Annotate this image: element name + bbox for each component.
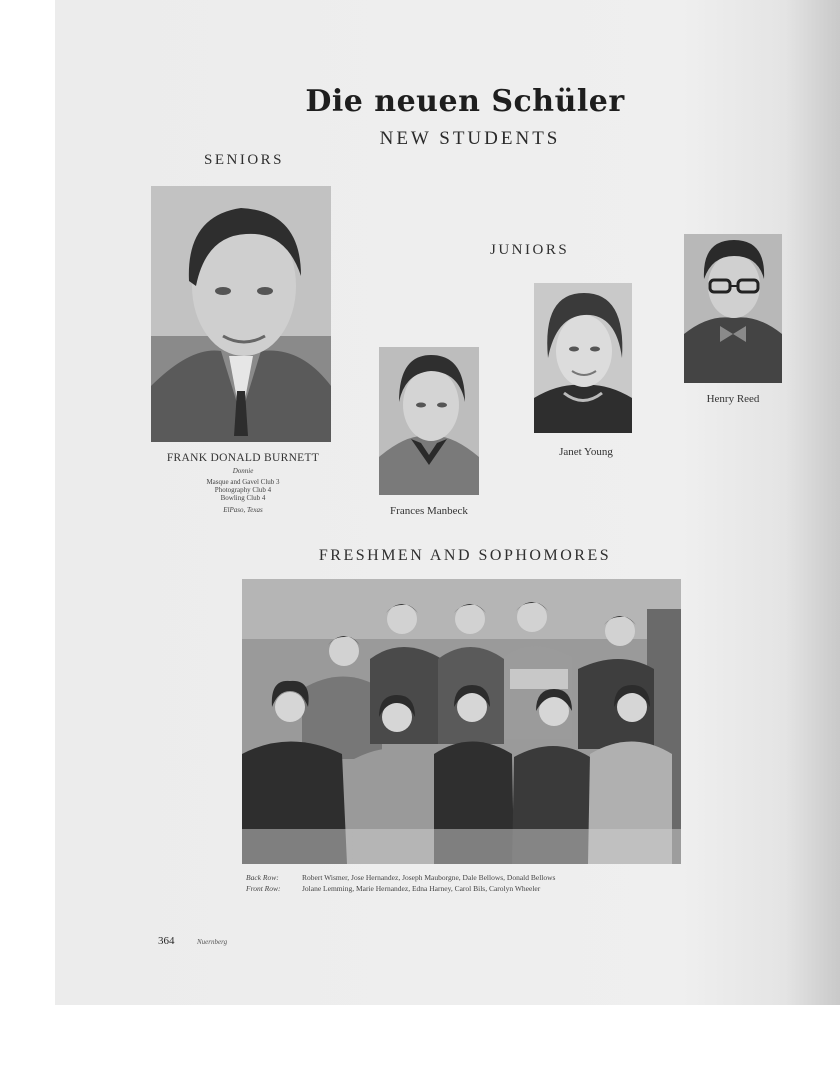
- junior-name: Frances Manbeck: [390, 505, 468, 517]
- junior-name: Janet Young: [559, 446, 613, 458]
- senior-activity: Masque and Gavel Club 3: [206, 478, 280, 486]
- front-row-names: Jolane Lemming, Marie Hernandez, Edna Harney, Carol Bils, Carolyn Wheeler: [302, 884, 541, 893]
- senior-portrait: [151, 186, 331, 442]
- title-english: NEW STUDENTS: [379, 128, 561, 149]
- back-row-label: Back Row:: [246, 873, 279, 882]
- junior-name: Henry Reed: [706, 393, 760, 405]
- group-photo: [242, 579, 681, 864]
- front-row-label: Front Row:: [246, 884, 281, 893]
- junior-portrait: [379, 347, 479, 495]
- title-german: Die neuen Schüler: [305, 84, 625, 119]
- back-row-names: Robert Wismer, Jose Hernandez, Joseph Mauborgne, Dale Bellows, Donald Bellows: [302, 873, 556, 882]
- book-name: Nuernberg: [197, 938, 228, 946]
- freshmen-heading: FRESHMEN AND SOPHOMORES: [318, 547, 612, 564]
- senior-hometown: ElPaso, Texas: [223, 506, 263, 514]
- junior-portrait: [534, 283, 632, 433]
- page-number: 364: [158, 935, 175, 947]
- senior-activity: Photography Club 4: [214, 486, 272, 494]
- seniors-heading: SENIORS: [204, 152, 285, 168]
- senior-activity: Bowling Club 4: [220, 494, 266, 502]
- senior-name: FRANK DONALD BURNETT: [166, 452, 320, 464]
- junior-portrait: [684, 234, 782, 383]
- senior-nickname: Donnie: [232, 467, 254, 475]
- juniors-heading: JUNIORS: [490, 242, 570, 258]
